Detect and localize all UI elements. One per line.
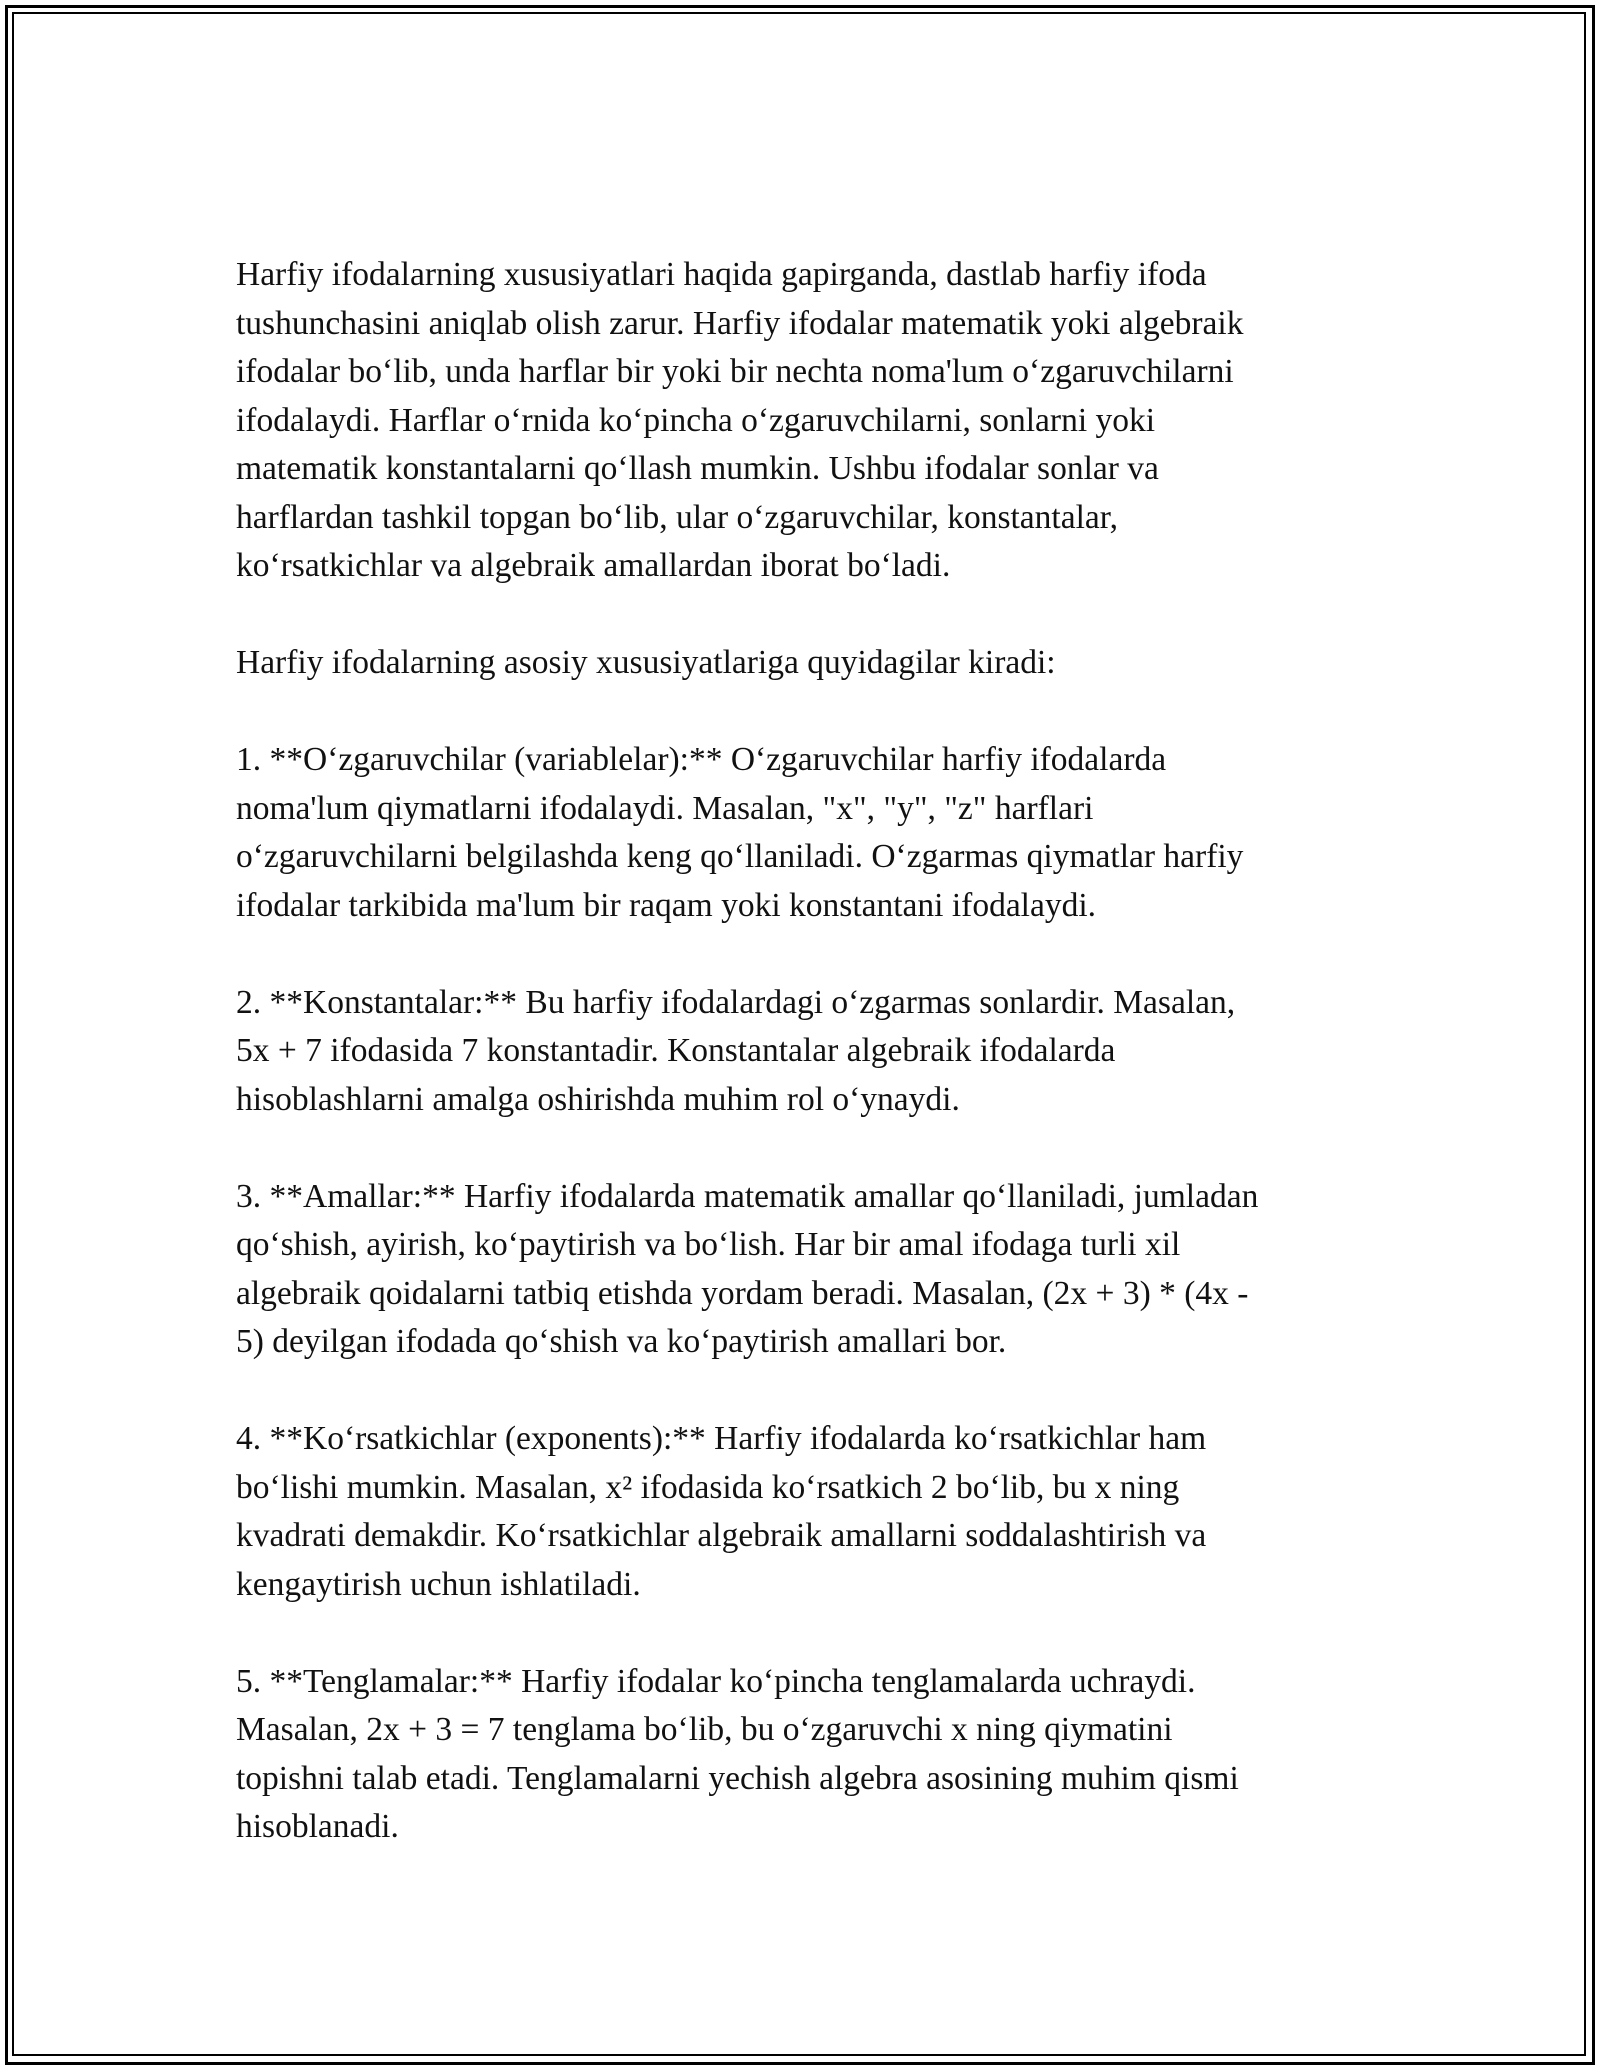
intro-paragraph: Harfiy ifodalarning xususiyatlari haqida gapirganda, dastlab harfiy ifoda tushunchasini aniqlab olish zarur. Harfiy ifodalar matematik yoki algebraik ifodalar bo‘lib, unda harflar bir yoki bir nechta noma'lum o‘zgaruvchilarni ifodalaydi. Harflar o‘rnida ko‘pincha o‘zgaruvchilarni, sonlarni yoki matematik konstantalarni qo‘llash mumkin. Ushbu ifodalar sonlar va harflardan tashkil topgan bo‘lib, ular o‘zgaruvchilar, konstantalar, ko‘rsatkichlar va algebraik amallardan iborat bo‘ladi.	[236, 256, 1244, 584]
list-item-exponents: 4. **Ko‘rsatkichlar (exponents):** Harfiy ifodalarda ko‘rsatkichlar ham bo‘lishi mumkin. Masalan, x² ifodasida ko‘rsatkich 2 bo‘lib, bu x ning kvadrati demakdir. Ko‘rsatkichlar algebraik amallarni soddalashtirish va kengaytirish uchun ishlatiladi.	[236, 1420, 1207, 1603]
list-item-operations: 3. **Amallar:** Harfiy ifodalarda matematik amallar qo‘llaniladi, jumladan qo‘shish, ayirish, ko‘paytirish va bo‘lish. Har bir amal ifodaga turli xil algebraik qoidalarni tatbiq etishda yordam beradi. Masalan, (2x + 3) * (4x - 5) deyilgan ifodada qo‘shish va ko‘paytirish amallari bor.	[236, 1177, 1259, 1360]
document-body	[236, 251, 1366, 1852]
list-item-variables: 1. **O‘zgaruvchilar (variablelar):** O‘zgaruvchilar harfiy ifodalarda noma'lum qiymatlarni ifodalaydi. Masalan, "x", "y", "z" harflari o‘zgaruvchilarni belgilashda keng qo‘llaniladi. O‘zgarmas qiymatlar harfiy ifodalar tarkibida ma'lum bir raqam yoki konstantani ifodalaydi.	[236, 741, 1244, 924]
list-item-equations: 5. **Tenglamalar:** Harfiy ifodalar ko‘pincha tenglamalarda uchraydi. Masalan, 2x + 3 = 7 tenglama bo‘lib, bu o‘zgaruvchi x ning qiymatini topishni talab etadi. Tenglamalarni yechish algebra asosining muhim qismi hisoblanadi.	[236, 1662, 1239, 1845]
list-item-constants: 2. **Konstantalar:** Bu harfiy ifodalardagi o‘zgarmas sonlardir. Masalan, 5x + 7 ifodasida 7 konstantadir. Konstantalar algebraik ifodalarda hisoblashlarni amalga oshirishda muhim rol o‘ynaydi.	[236, 983, 1236, 1118]
list-intro-paragraph: Harfiy ifodalarning asosiy xususiyatlariga quyidagilar kiradi:	[236, 644, 1056, 681]
